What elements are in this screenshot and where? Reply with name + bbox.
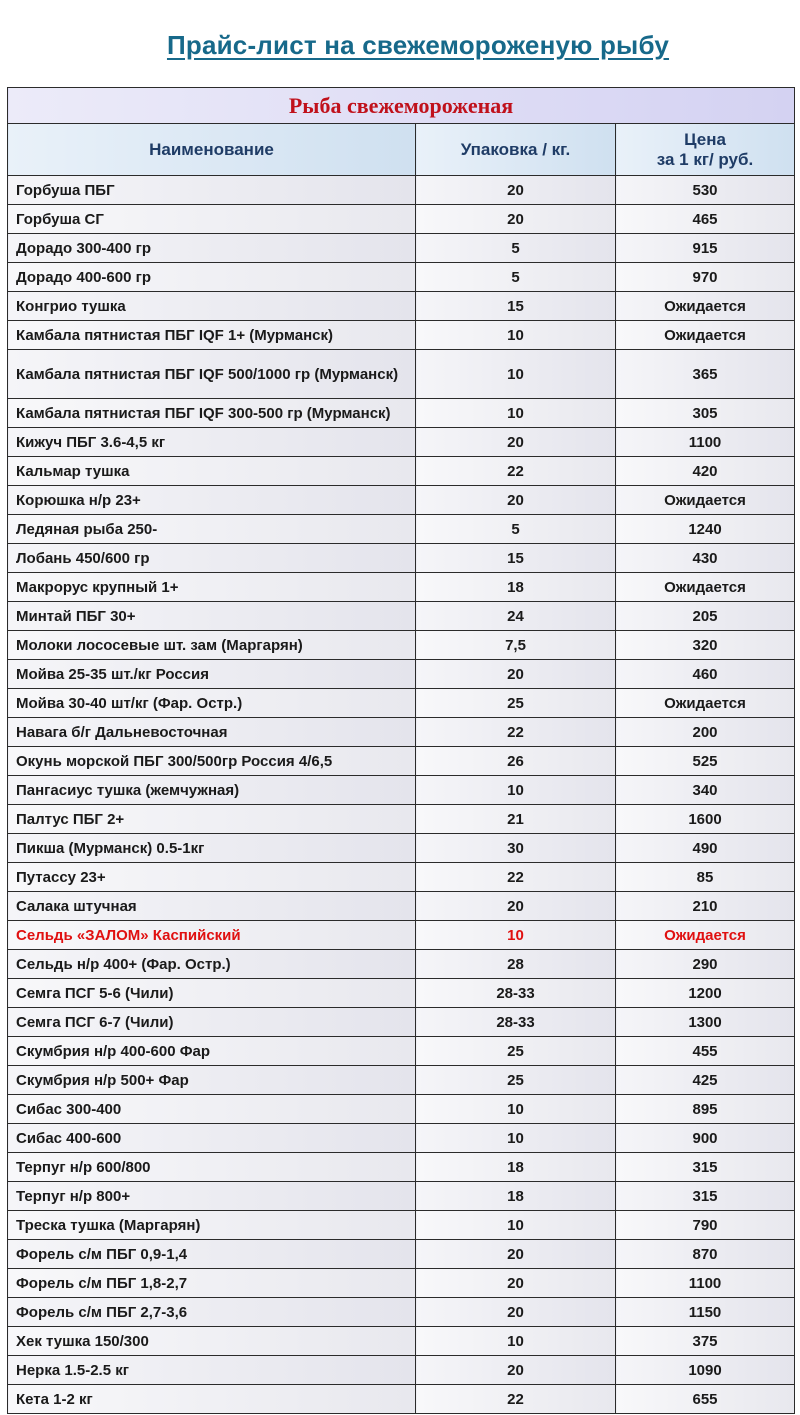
table-row [8,515,795,544]
package-weight-cell: 28 [416,950,616,979]
package-weight-cell: 18 [416,573,616,602]
table-row [8,350,795,399]
price-cell: 895 [616,1095,795,1124]
column-header-price [616,124,795,176]
price-cell: 790 [616,1211,795,1240]
price-cell: 1100 [616,1269,795,1298]
product-name-cell: Треска тушка (Маргарян) [8,1211,416,1240]
price-cell: 465 [616,205,795,234]
price-cell: 205 [616,602,795,631]
price-cell: 210 [616,892,795,921]
price-cell: 870 [616,1240,795,1269]
package-weight-cell: 20 [416,1240,616,1269]
package-weight-cell: 25 [416,689,616,718]
price-cell: 320 [616,631,795,660]
table-row [8,1385,795,1414]
price-cell: Ожидается [616,321,795,350]
package-weight-cell: 10 [416,1327,616,1356]
product-name-cell: Форель с/м ПБГ 1,8-2,7 [8,1269,416,1298]
table-row [8,428,795,457]
price-cell: 1100 [616,428,795,457]
table-row [8,573,795,602]
product-name-cell: Кальмар тушка [8,457,416,486]
table-row [8,1298,795,1327]
package-weight-cell: 20 [416,1269,616,1298]
product-name-cell: Семга ПСГ 6-7 (Чили) [8,1008,416,1037]
table-row [8,1240,795,1269]
section-header-row [8,88,795,124]
column-header-name: Наименование [8,124,416,176]
package-weight-cell: 22 [416,457,616,486]
package-weight-cell: 18 [416,1153,616,1182]
product-name-cell: Сибас 400-600 [8,1124,416,1153]
package-weight-cell: 10 [416,350,616,399]
product-name-cell: Горбуша СГ [8,205,416,234]
package-weight-cell: 20 [416,1356,616,1385]
price-cell: 455 [616,1037,795,1066]
product-name-cell: Сельдь «ЗАЛОМ» Каспийский [8,921,416,950]
product-name-cell: Пикша (Мурманск) 0.5-1кг [8,834,416,863]
price-cell: 375 [616,1327,795,1356]
product-name-cell: Дорадо 300-400 гр [8,234,416,263]
product-name-cell: Навага б/г Дальневосточная [8,718,416,747]
package-weight-cell: 22 [416,718,616,747]
table-row [8,1327,795,1356]
table-row [8,544,795,573]
table-row [8,892,795,921]
price-cell: 315 [616,1182,795,1211]
package-weight-cell: 15 [416,544,616,573]
product-name-cell: Форель с/м ПБГ 0,9-1,4 [8,1240,416,1269]
product-name-cell: Терпуг н/р 600/800 [8,1153,416,1182]
table-row [8,486,795,515]
package-weight-cell: 20 [416,176,616,205]
package-weight-cell: 22 [416,863,616,892]
package-weight-cell: 10 [416,321,616,350]
product-name-cell: Молоки лососевые шт. зам (Маргарян) [8,631,416,660]
product-name-cell: Камбала пятнистая ПБГ IQF 1+ (Мурманск) [8,321,416,350]
table-row [8,602,795,631]
product-name-cell: Скумбрия н/р 400-600 Фар [8,1037,416,1066]
table-row [8,1269,795,1298]
package-weight-cell: 10 [416,776,616,805]
package-weight-cell: 7,5 [416,631,616,660]
table-row [8,1211,795,1240]
price-cell: 460 [616,660,795,689]
table-row [8,1095,795,1124]
package-weight-cell: 20 [416,1298,616,1327]
table-row [8,1153,795,1182]
product-name-cell: Салака штучная [8,892,416,921]
table-row [8,863,795,892]
price-cell: 305 [616,399,795,428]
table-row [8,1124,795,1153]
table-row [8,979,795,1008]
price-cell: 525 [616,747,795,776]
table-row [8,747,795,776]
package-weight-cell: 25 [416,1066,616,1095]
price-cell: 490 [616,834,795,863]
price-cell: 365 [616,350,795,399]
product-name-cell: Ледяная рыба 250- [8,515,416,544]
product-name-cell: Камбала пятнистая ПБГ IQF 300-500 гр (Мурманск) [8,399,416,428]
package-weight-cell: 5 [416,515,616,544]
product-name-cell: Семга ПСГ 5-6 (Чили) [8,979,416,1008]
product-name-cell: Кижуч ПБГ 3.6-4,5 кг [8,428,416,457]
table-row [8,263,795,292]
column-header-price-line1: Цена [684,129,726,149]
package-weight-cell: 25 [416,1037,616,1066]
price-table-body [8,88,795,1414]
table-row [8,1182,795,1211]
price-cell: 200 [616,718,795,747]
page-title: Прайс-лист на свежемороженую рыбу [166,30,670,60]
table-row [8,631,795,660]
package-weight-cell: 5 [416,234,616,263]
price-cell: 425 [616,1066,795,1095]
price-cell: 430 [616,544,795,573]
price-cell: Ожидается [616,573,795,602]
price-cell: 1240 [616,515,795,544]
price-cell: 340 [616,776,795,805]
product-name-cell: Палтус ПБГ 2+ [8,805,416,834]
package-weight-cell: 28-33 [416,979,616,1008]
product-name-cell: Мойва 25-35 шт./кг Россия [8,660,416,689]
product-name-cell: Нерка 1.5-2.5 кг [8,1356,416,1385]
column-header-pack: Упаковка / кг. [416,124,616,176]
package-weight-cell: 20 [416,660,616,689]
product-name-cell: Сельдь н/р 400+ (Фар. Остр.) [8,950,416,979]
table-row [8,234,795,263]
product-name-cell: Путассу 23+ [8,863,416,892]
table-row [8,689,795,718]
table-row [8,805,795,834]
table-row [8,660,795,689]
table-row [8,718,795,747]
package-weight-cell: 10 [416,399,616,428]
package-weight-cell: 20 [416,892,616,921]
price-cell: 290 [616,950,795,979]
price-cell: 900 [616,1124,795,1153]
price-table [7,87,795,1414]
price-cell: 420 [616,457,795,486]
product-name-cell: Пангасиус тушка (жемчужная) [8,776,416,805]
price-cell: Ожидается [616,921,795,950]
product-name-cell: Лобань 450/600 гр [8,544,416,573]
table-row [8,1356,795,1385]
table-row [8,921,795,950]
column-header-price-line2: за 1 кг/ руб. [656,149,754,169]
column-header-row [8,124,795,176]
product-name-cell: Корюшка н/р 23+ [8,486,416,515]
price-cell: Ожидается [616,486,795,515]
product-name-cell: Мойва 30-40 шт/кг (Фар. Остр.) [8,689,416,718]
table-row [8,1066,795,1095]
package-weight-cell: 10 [416,1095,616,1124]
product-name-cell: Хек тушка 150/300 [8,1327,416,1356]
package-weight-cell: 18 [416,1182,616,1211]
package-weight-cell: 28-33 [416,1008,616,1037]
price-cell: 315 [616,1153,795,1182]
product-name-cell: Камбала пятнистая ПБГ IQF 500/1000 гр (Мурманск) [8,350,416,399]
product-name-cell: Кета 1-2 кг [8,1385,416,1414]
section-title: Рыба свежемороженая [8,88,795,124]
price-cell: 1600 [616,805,795,834]
package-weight-cell: 5 [416,263,616,292]
package-weight-cell: 21 [416,805,616,834]
table-row [8,399,795,428]
table-row [8,292,795,321]
product-name-cell: Дорадо 400-600 гр [8,263,416,292]
price-cell: 85 [616,863,795,892]
product-name-cell: Макрорус крупный 1+ [8,573,416,602]
package-weight-cell: 20 [416,486,616,515]
price-cell: 1150 [616,1298,795,1327]
price-cell: Ожидается [616,292,795,321]
price-cell: 1300 [616,1008,795,1037]
product-name-cell: Горбуша ПБГ [8,176,416,205]
package-weight-cell: 30 [416,834,616,863]
table-row [8,776,795,805]
product-name-cell: Форель с/м ПБГ 2,7-3,6 [8,1298,416,1327]
price-cell: 970 [616,263,795,292]
product-name-cell: Минтай ПБГ 30+ [8,602,416,631]
table-row [8,1037,795,1066]
price-cell: 1200 [616,979,795,1008]
product-name-cell: Сибас 300-400 [8,1095,416,1124]
price-cell: 655 [616,1385,795,1414]
product-name-cell: Терпуг н/р 800+ [8,1182,416,1211]
package-weight-cell: 10 [416,1124,616,1153]
package-weight-cell: 26 [416,747,616,776]
package-weight-cell: 20 [416,428,616,457]
table-row [8,1008,795,1037]
product-name-cell: Конгрио тушка [8,292,416,321]
package-weight-cell: 20 [416,205,616,234]
package-weight-cell: 10 [416,1211,616,1240]
price-cell: 1090 [616,1356,795,1385]
table-row [8,950,795,979]
table-row [8,834,795,863]
product-name-cell: Скумбрия н/р 500+ Фар [8,1066,416,1095]
table-row [8,205,795,234]
table-row [8,457,795,486]
product-name-cell: Окунь морской ПБГ 300/500гр Россия 4/6,5 [8,747,416,776]
package-weight-cell: 15 [416,292,616,321]
price-cell: 915 [616,234,795,263]
price-cell: Ожидается [616,689,795,718]
table-row [8,321,795,350]
package-weight-cell: 24 [416,602,616,631]
price-cell: 530 [616,176,795,205]
table-row [8,176,795,205]
package-weight-cell: 10 [416,921,616,950]
package-weight-cell: 22 [416,1385,616,1414]
